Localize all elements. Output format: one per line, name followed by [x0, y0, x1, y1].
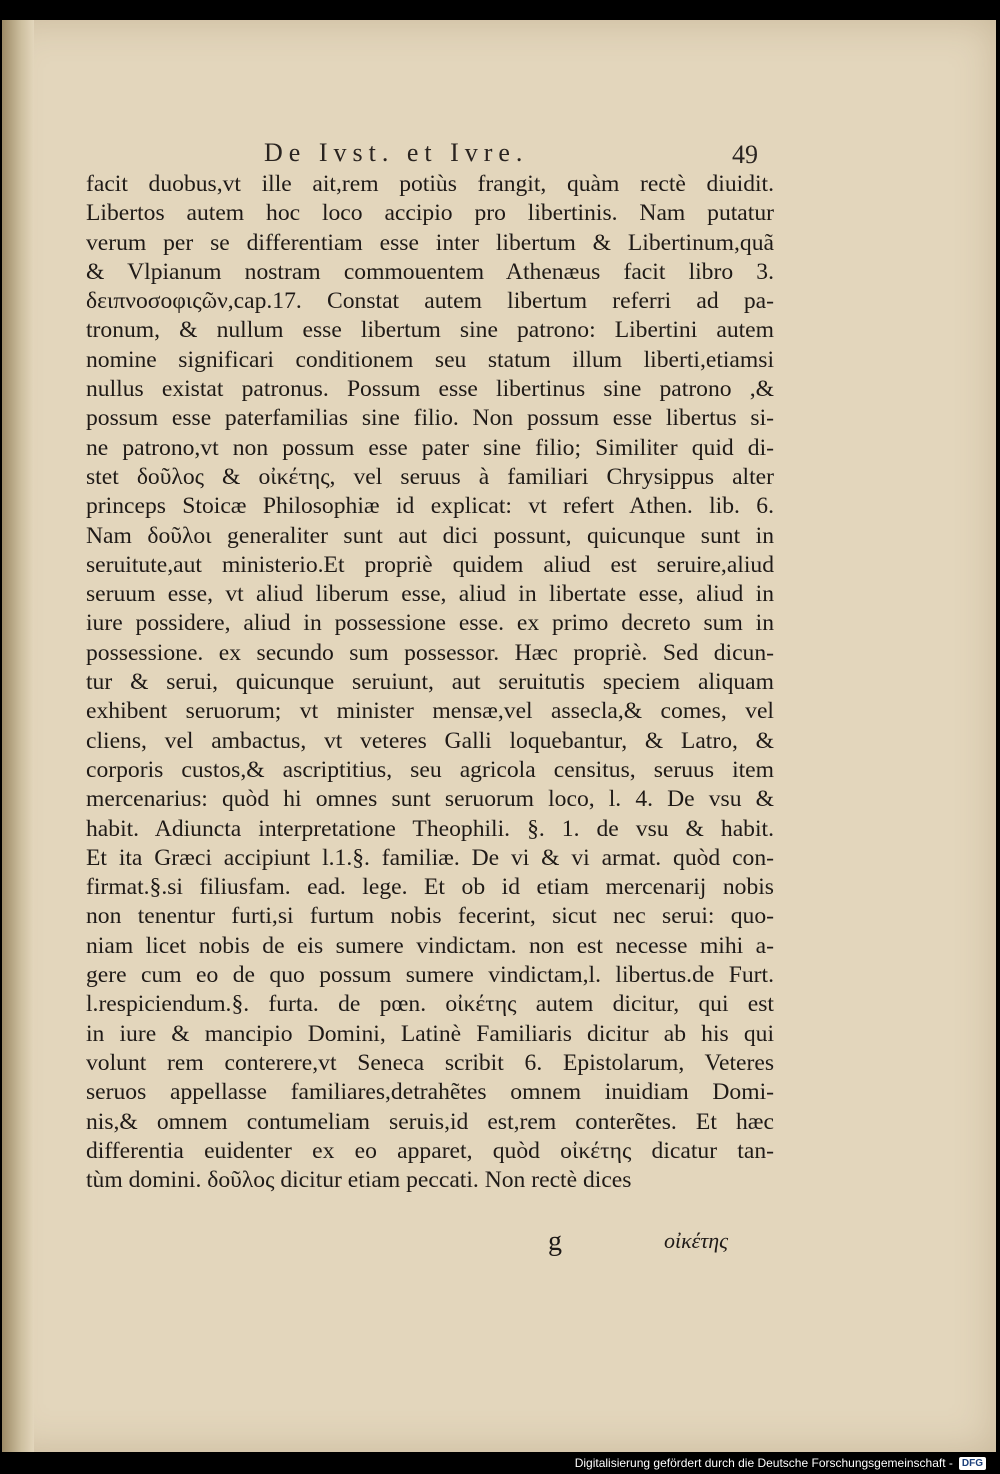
text-line: δειπνοσοφιςῶν,cap.17. Constat autem libertum referri ad pa- [86, 288, 774, 315]
running-title: De Ivst. et Ivre. [264, 138, 529, 167]
text-line: corporis custos,& ascriptitius, seu agricola censitus, seruus item [86, 756, 774, 783]
text-line: Libertos autem hoc loco accipio pro libertinis. Nam putatur [86, 200, 774, 227]
text-line: cliens, vel ambactus, vt veteres Galli loquebantur, & Latro, & [86, 727, 774, 754]
text-line: mercenarius: quòd hi omnes sunt seruorum loco, l. 4. De vsu & [86, 786, 774, 813]
text-line: niam licet nobis de eis sumere vindictam. non est necesse mihi a- [86, 932, 774, 959]
page-number: 49 [732, 140, 758, 169]
text-line: seruum esse, vt aliud liberum esse, aliud in libertate esse, aliud in [86, 581, 774, 608]
text-line: tur & serui, quicunque seruiunt, aut seruitutis speciem aliquam [86, 669, 774, 696]
text-line: firmat.§.si filiusfam. ead. lege. Et ob id etiam mercenarij nobis [86, 874, 774, 901]
text-line: nomine significari conditionem seu statum illum liberti,etiamsi [86, 346, 774, 373]
text-line: iure possidere, aliud in possessione esse. ex primo decreto sum in [86, 610, 774, 637]
text-line: Et ita Græci accipiunt l.1.§. familiæ. De vi & vi armat. quòd con- [86, 844, 774, 871]
text-line: differentia euidenter ex eo apparet, quòd οἰκέτης dicatur tan- [86, 1137, 774, 1164]
page-gutter [2, 20, 34, 1452]
credit-text: Digitalisierung gefördert durch die Deutsche Forschungsgemeinschaft - [574, 1456, 953, 1470]
body-text [86, 170, 774, 1195]
signature-mark: g [548, 1226, 562, 1257]
catchword: οἰκέτης [664, 1228, 729, 1253]
text-line: princeps Stoicæ Philosophiæ id explicat: vt refert Athen. lib. 6. [86, 493, 774, 520]
dfg-logo: DFG [959, 1457, 986, 1470]
text-line: exhibent seruorum; vt minister mensæ,vel assecla,& comes, vel [86, 698, 774, 725]
digitization-credit [575, 1454, 986, 1472]
text-line: & Vlpianum nostram commouentem Athenæus facit libro 3. [86, 258, 774, 285]
text-line: tùm domini. δοῦλος dicitur etiam peccati. Non rectè dices [86, 1167, 632, 1194]
text-line: possessione. ex secundo sum possessor. Hæc propriè. Sed dicun- [86, 639, 774, 666]
text-line: ne patrono,vt non possum esse pater sine filio; Similiter quid di- [86, 434, 774, 461]
text-line: Nam δοῦλοι generaliter sunt aut dici possunt, quicunque sunt in [86, 522, 774, 549]
text-line: nis,& omnem contumeliam seruis,id est,rem conterẽtes. Et hæc [86, 1108, 774, 1135]
text-line: seruitute,aut ministerio.Et propriè quidem aliud est seruire,aliud [86, 551, 774, 578]
text-line: habit. Adiuncta interpretatione Theophili. §. 1. de vsu & habit. [86, 815, 774, 842]
text-line: l.respiciendum.§. furta. de pœn. οἰκέτης autem dicitur, qui est [86, 991, 774, 1018]
text-line: verum per se differentiam esse inter libertum & Libertinum,quã [86, 229, 774, 256]
text-line: tronum, & nullum esse libertum sine patrono: Libertini autem [86, 317, 774, 344]
text-line: gere cum eo de quo possum sumere vindictam,l. libertus.de Furt. [86, 962, 774, 989]
text-line: non tenentur furti,si furtum nobis fecerint, sicut nec serui: quo- [86, 903, 774, 930]
text-line: volunt rem conterere,vt Seneca scribit 6. Epistolarum, Veteres [86, 1049, 774, 1076]
text-line: seruos appellasse familiares,detrahẽtes omnem inuidiam Domi- [86, 1079, 774, 1106]
text-line: stet δοῦλος & οἰκέτης, vel seruus à familiari Chrysippus alter [86, 463, 774, 490]
text-line: in iure & mancipio Domini, Latinè Familiaris dicitur ab his qui [86, 1020, 774, 1047]
text-line: facit duobus,vt ille ait,rem potiùs frangit, quàm rectè diuidit. [86, 171, 774, 197]
text-line: nullus existat patronus. Possum esse libertinus sine patrono ,& [86, 376, 774, 403]
text-line: possum esse paterfamilias sine filio. Non possum esse libertus si- [86, 405, 774, 432]
